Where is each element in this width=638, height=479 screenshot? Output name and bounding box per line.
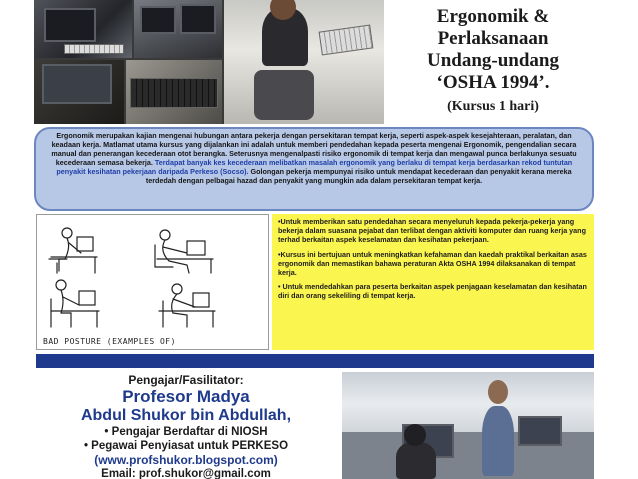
diagram-caption: BAD POSTURE (EXAMPLES OF): [43, 337, 176, 346]
title-line-2: Perlaksanaan: [437, 28, 549, 49]
photo-workstation: [34, 0, 132, 58]
title-line-4: ‘OSHA 1994’.: [436, 72, 550, 93]
facilitator-credential-niosh: • Pengajar Berdaftar di NIOSH: [104, 426, 268, 438]
intro-text-2: Golongan pekerja mempunyai risiko untuk mendapat kecederaan dan penyakit kerana mereka terdedah dengan pelbagai hazad dan penyakit yang mungkin ada dalam persekitaran tempat kerja.: [145, 167, 572, 185]
facilitator-email[interactable]: Email: prof.shukor@gmail.com: [101, 468, 271, 479]
facilitator-blog-link[interactable]: (www.profshukor.blogspot.com): [94, 453, 278, 467]
photo-training-session: [342, 372, 594, 479]
sketch-hunched: [159, 284, 215, 327]
sketch-forward-lean: [49, 228, 97, 273]
facilitator-title: Profesor Madya: [122, 387, 250, 406]
objective-item: •Untuk memberikan satu pendedahan secara menyeluruh kepada pekerja-pekerja yang bekerja dalam suasana pejabat dan terlibat dengan aktiviti komputer dan ruang kerja yang terhad berkaitan aspek keselamatan dan kesihatan pekerjaan.: [278, 217, 586, 245]
photo-office-worker: [224, 0, 384, 124]
photo-monitors: [134, 0, 222, 58]
course-title: [386, 6, 600, 118]
divider-bar: [36, 354, 594, 368]
facilitator-credential-perkeso: • Pegawai Penyiasat untuk PERKESO: [83, 440, 289, 452]
posture-sketches: [37, 215, 269, 335]
facilitator-name: Abdul Shukor bin Abdullah,: [80, 407, 292, 424]
objective-item: •Kursus ini bertujuan untuk meningkatkan kefahaman dan kaedah praktikal berkaitan asas ergonomik dan memastikan bahawa peraturan Akta OSHA 1994 dilaksanakan di tempat kerja.: [278, 249, 587, 278]
sketch-slouch: [155, 230, 213, 273]
title-line-3: Undang-undang: [426, 50, 560, 71]
sketch-neck-twist: [51, 280, 99, 327]
facilitator-role: Pengajar/Fasilitator:: [128, 373, 244, 387]
intro-highlight-text: Terdapat banyak kes kecederaan melibatkan masalah ergonomik yang berlaku di tempat kerja berdasarkan rekod tuntutan penyakit kesihatan pekerjaan daripada Perkeso (Socso).: [56, 158, 573, 176]
photo-desk-setup: [34, 60, 124, 124]
bad-posture-diagram: [36, 214, 269, 350]
intro-text-1: Ergonomik merupakan kajian mengenai hubungan antara pekerja dengan persekitaran tempat kerja, seperti aspek-aspek kesejahteraan, peralatan, dan keadaan kerja. Matlamat utama kursus yang dijalankan ini adalah untuk memberi pendedahan kepada peserta mengenai Ergonomik, pengendalian secara manual dan penerangan kecederaan otot berangka. Seterusnya mengenalpasti risiko ergonomik di tempat kerja dan mengawal punca berlakunya sesuatu kecederaan semasa bekerja.: [51, 131, 577, 167]
intro-description-box: [34, 127, 594, 211]
course-duration: (Kursus 1 hari): [447, 99, 539, 114]
photo-keyboard: [126, 60, 222, 124]
office-photo-collage: [34, 0, 384, 124]
title-line-1: Ergonomik &: [436, 6, 550, 27]
objective-item: • Untuk mendedahkan para peserta berkaitan aspek penjagaan keselamatan dan kesihatan diri dan orang sekeliling di tempat kerja.: [278, 282, 587, 301]
course-objectives-box: [272, 214, 594, 350]
facilitator-info: [34, 372, 338, 479]
